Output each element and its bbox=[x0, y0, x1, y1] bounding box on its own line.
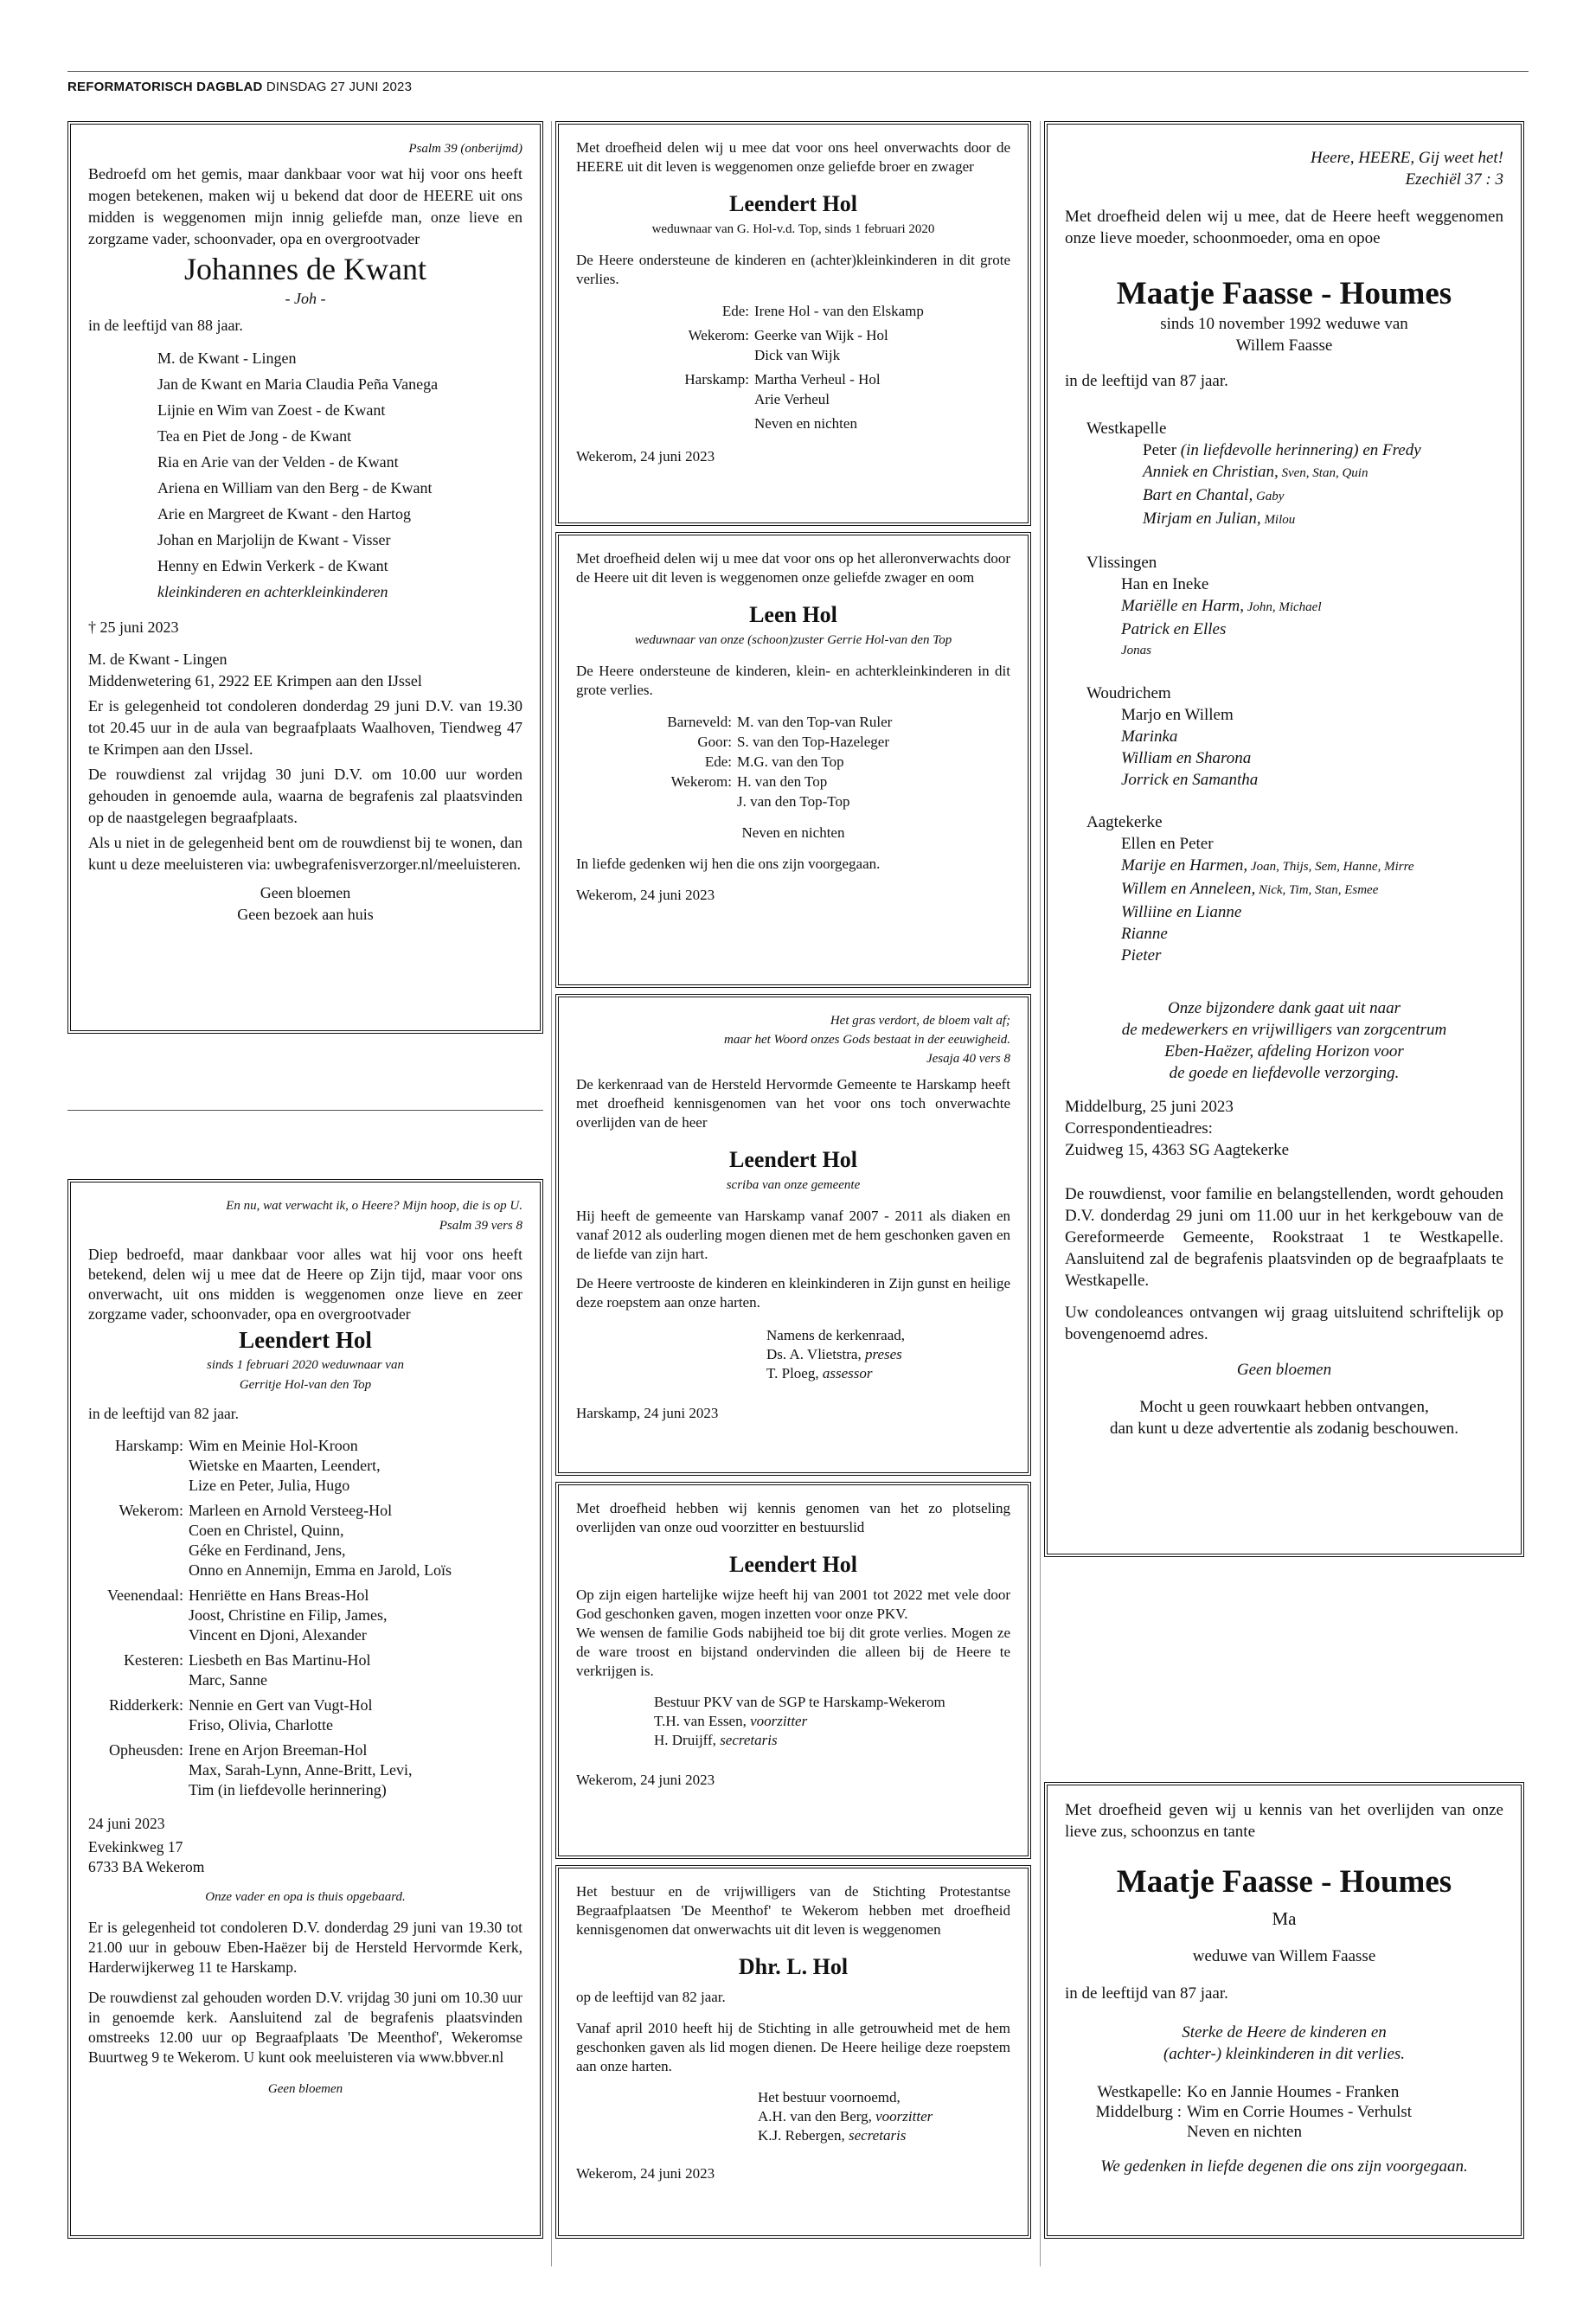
death-date: † 25 juni 2023 bbox=[88, 619, 179, 636]
subtitle: Willem Faasse bbox=[1235, 336, 1333, 355]
signer: K.J. Rebergen, bbox=[758, 2127, 845, 2144]
column-rule bbox=[1040, 121, 1041, 2266]
family-member: Friso, Olivia, Charlotte bbox=[189, 1716, 333, 1734]
address: Middenwetering 61, 2922 EE Krimpen aan den IJssel bbox=[88, 672, 422, 689]
place: Middelburg : bbox=[1095, 2103, 1182, 2121]
family-member: Henny en Edwin Verkerk - de Kwant bbox=[157, 557, 388, 574]
deceased-name: Leendert Hol bbox=[239, 1327, 372, 1353]
family-member: Marjo en Willem bbox=[1121, 706, 1234, 724]
listen: Als u niet in de gelegenheid bent om de rouwdienst bij te wonen, dan kunt u deze meeluisteren via: uwbegrafenisverzorger.nl/meeluisteren. bbox=[88, 834, 522, 873]
family-member: S. van den Top-Hazeleger bbox=[737, 734, 889, 750]
paper-name: REFORMATORISCH DAGBLAD bbox=[67, 80, 263, 94]
family-member: Jorrick en Samantha bbox=[1121, 771, 1259, 789]
closing: Geen bezoek aan huis bbox=[237, 906, 374, 923]
family-member: M. van den Top-van Ruler bbox=[737, 714, 893, 730]
family-group bbox=[1086, 683, 1503, 791]
place: Harskamp: bbox=[115, 1437, 183, 1454]
family-member: Ko en Jannie Houmes - Franken bbox=[1187, 2083, 1400, 2101]
closing: Geen bloemen bbox=[267, 2082, 343, 2096]
intro: Het bestuur en de vrijwilligers van de Stichting Protestantse Begraafplaatsen 'De Meenthof' te Wekerom hebben met droefheid kennisgenomen dat onwerwachts uit dit leven is weggenomen bbox=[576, 1883, 1010, 1938]
thanks-line: Eben-Haëzer, afdeling Horizon voor bbox=[1164, 1042, 1404, 1061]
notice-hol-family bbox=[67, 1179, 543, 2239]
family-member: Pieter bbox=[1121, 946, 1162, 965]
family-member: Arie en Margreet de Kwant - den Hartog bbox=[157, 505, 412, 522]
family-group bbox=[1086, 418, 1503, 531]
city-date: Middelburg, 25 juni 2023 bbox=[1065, 1098, 1234, 1116]
place: Kesteren: bbox=[124, 1651, 183, 1669]
family-member: Wietske en Maarten, Leendert, bbox=[189, 1457, 381, 1474]
signer: Ds. A. Vlietstra, bbox=[766, 1346, 862, 1362]
notice-kerkenraad bbox=[555, 994, 1031, 1476]
date: 24 juni 2023 bbox=[88, 1815, 165, 1832]
nickname: - Joh - bbox=[285, 290, 326, 307]
family-member: Ariena en William van den Berg - de Kwant bbox=[157, 479, 433, 497]
verse-ref: Jesaja 40 vers 8 bbox=[926, 1052, 1010, 1066]
family-member: Peter bbox=[1143, 441, 1177, 459]
place: Westkapelle bbox=[1086, 420, 1167, 438]
wish: (achter-) kleinkinderen in dit verlies. bbox=[1163, 2045, 1406, 2063]
family-member: Marije en Harmen, bbox=[1121, 856, 1248, 875]
subtitle: sinds 10 november 1992 weduwe van bbox=[1160, 315, 1408, 333]
signer-role: preses bbox=[864, 1346, 902, 1362]
age: in de leeftijd van 88 jaar. bbox=[88, 317, 243, 334]
notice-pkv bbox=[555, 1482, 1031, 1859]
family-member: Han en Ineke bbox=[1121, 575, 1209, 593]
family-member: Ellen en Peter bbox=[1121, 835, 1214, 853]
grandchildren: kleinkinderen en achterkleinkinderen bbox=[157, 583, 388, 600]
family-member: Neven en nichten bbox=[754, 415, 857, 432]
family-member: Nennie en Gert van Vugt-Hol bbox=[189, 1696, 373, 1714]
footer: Harskamp, 24 juni 2023 bbox=[576, 1405, 719, 1421]
deceased-name: Leendert Hol bbox=[728, 1552, 858, 1577]
notice-leen-hol bbox=[555, 532, 1031, 988]
family-member: Jan de Kwant en Maria Claudia Peña Vanega bbox=[157, 375, 439, 393]
intro: Met droefheid geven wij u kennis van het overlijden van onze lieve zus, schoonzus en tante bbox=[1065, 1801, 1503, 1841]
family-member: Liesbeth en Bas Martinu-Hol bbox=[189, 1651, 371, 1669]
service: De rouwdienst, voor familie en belangstellenden, wordt gehouden D.V. donderdag 29 juni om 11.00 uur in het kerkgebouw van de Gereformeerde Gemeente, Rookstraat 1 te Westkapelle. Aansluitend zal de begrafenis plaatsvinden op de begraafplaats te Westkapelle. bbox=[1065, 1185, 1503, 1290]
deceased-name: Leendert Hol bbox=[728, 1147, 858, 1172]
family-member: Joost, Christine en Filip, James, bbox=[189, 1606, 388, 1624]
signer: A.H. van den Berg, bbox=[758, 2108, 872, 2125]
place: Opheusden: bbox=[109, 1741, 183, 1759]
family-table bbox=[1078, 2082, 1412, 2142]
column-rule bbox=[551, 121, 552, 2266]
family-group bbox=[1086, 552, 1503, 662]
signature bbox=[758, 2088, 1010, 2145]
deceased-name: Dhr. L. Hol bbox=[738, 1954, 849, 1979]
family-member: Rianne bbox=[1121, 925, 1168, 943]
family-member: Tea en Piet de Jong - de Kwant bbox=[157, 427, 352, 445]
grandchildren: Nick, Tim, Stan, Esmee bbox=[1255, 883, 1379, 897]
memory: In liefde gedenken wij hen die ons zijn voorgegaan. bbox=[576, 856, 881, 872]
notice-hol-brother bbox=[555, 121, 1031, 526]
verse: Psalm 39 (onberijmd) bbox=[408, 142, 522, 156]
notice-kwant bbox=[67, 121, 543, 1034]
age: in de leeftijd van 82 jaar. bbox=[88, 1405, 239, 1422]
address-name: M. de Kwant - Lingen bbox=[88, 651, 228, 668]
closing: Geen bloemen bbox=[260, 884, 351, 901]
family-member: Marc, Sanne bbox=[189, 1671, 267, 1689]
memory: We gedenken in liefde degenen die ons zijn voorgegaan. bbox=[1100, 2157, 1468, 2176]
signature bbox=[766, 1326, 1010, 1383]
family-member: Henriëtte en Hans Breas-Hol bbox=[189, 1586, 369, 1604]
intro: Met droefheid hebben wij kennis genomen van het zo plotseling overlijden van onze oud voorzitter en bestuurslid bbox=[576, 1500, 1010, 1535]
intro: Met droefheid delen wij u mee dat voor ons heel onverwachts door de HEERE uit dit leven is weggenomen onze geliefde broer en zwager bbox=[576, 139, 1010, 175]
grandchildren: Gaby bbox=[1253, 490, 1285, 503]
intro: De kerkenraad van de Hersteld Hervormde Gemeente te Harskamp heeft met droefheid kennisgenomen van het voor ons toch onverwachte overlijden van de heer bbox=[576, 1076, 1010, 1131]
footer: Wekerom, 24 juni 2023 bbox=[576, 1772, 715, 1788]
family-member: Anniek en Christian, bbox=[1143, 463, 1279, 481]
intro: Diep bedroefd, maar dankbaar voor alles wat hij voor ons heeft betekend, delen wij u mee dat de Heere op Zijn tijd, maar voor ons onverwacht, uit ons midden is weggenomen onze lieve en zeer zorgzame vader, schoonvader, opa en overgrootvader bbox=[88, 1246, 522, 1323]
card-note: Mocht u geen rouwkaart hebben ontvangen, bbox=[1139, 1398, 1429, 1416]
subtitle: weduwe van Willem Faasse bbox=[1192, 1947, 1376, 1965]
family-table bbox=[88, 1436, 452, 1800]
body: We wensen de familie Gods nabijheid toe bij dit grote verlies. Mogen ze de ware troost en bijstand ondervinden die alleen bij de Heere te verkrijgen is. bbox=[576, 1625, 1010, 1679]
family-member: Mariëlle en Harm, bbox=[1121, 597, 1244, 615]
verse: maar het Woord onzes Gods bestaat in der eeuwigheid. bbox=[724, 1033, 1010, 1047]
family-note: (in liefdevolle herinnering) en Fredy bbox=[1176, 441, 1421, 459]
subtitle: weduwnaar van onze (schoon)zuster Gerrie Hol-van den Top bbox=[634, 633, 952, 647]
family-table bbox=[611, 712, 892, 811]
family-member: M.G. van den Top bbox=[737, 753, 844, 770]
age: in de leeftijd van 87 jaar. bbox=[1065, 1984, 1228, 2003]
deceased-name: Leen Hol bbox=[749, 602, 837, 627]
place: Westkapelle: bbox=[1097, 2083, 1182, 2101]
family-member: Irene Hol - van den Elskamp bbox=[754, 303, 924, 319]
grandchildren: Milou bbox=[1260, 513, 1296, 527]
correspondence-label: Correspondentieadres: bbox=[1065, 1119, 1213, 1138]
family-member: Martha Verheul - Hol bbox=[754, 371, 881, 388]
notice-faasse-siblings bbox=[1044, 1782, 1524, 2239]
closing: Geen bloemen bbox=[1236, 1361, 1332, 1379]
signature-line: Het bestuur voornoemd, bbox=[758, 2089, 901, 2106]
masthead bbox=[67, 80, 412, 94]
family-member: Bart en Chantal, bbox=[1143, 486, 1253, 504]
place: Ede: bbox=[704, 753, 732, 770]
intro: Met droefheid delen wij u mee, dat de Heere heeft weggenomen onze lieve moeder, schoonmoeder, oma en opoe bbox=[1065, 208, 1503, 247]
condolence: Er is gelegenheid tot condoleren D.V. donderdag 29 juni van 19.30 tot 21.00 uur in gebouw Eben-Haëzer bij de Hersteld Hervormde Kerk, Harderwijkerweg 11 te Harskamp. bbox=[88, 1919, 522, 1976]
footer: Wekerom, 24 juni 2023 bbox=[576, 887, 715, 903]
body: Hij heeft de gemeente van Harskamp vanaf 2007 - 2011 als diaken en vanaf 2012 als ouderling mogen dienen met de hem geschonken gaven en de liefde van zijn hart. bbox=[576, 1208, 1010, 1262]
grandchildren: Joan, Thijs, Sem, Hanne, Mirre bbox=[1247, 860, 1414, 874]
relatives: Neven en nichten bbox=[741, 824, 845, 841]
notice-meenthof bbox=[555, 1865, 1031, 2239]
family-member: Williine en Lianne bbox=[1121, 903, 1242, 921]
signer-role: assessor bbox=[822, 1365, 873, 1381]
address: 6733 BA Wekerom bbox=[88, 1858, 205, 1875]
footer: Wekerom, 24 juni 2023 bbox=[576, 448, 715, 465]
family-table bbox=[628, 301, 924, 433]
family-list bbox=[157, 345, 522, 605]
family-member: J. van den Top-Top bbox=[737, 793, 850, 810]
place: Ridderkerk: bbox=[109, 1696, 183, 1714]
condolence: Uw condoleances ontvangen wij graag uitsluitend schriftelijk op bovengenoemd adres. bbox=[1065, 1304, 1503, 1343]
family-member: Mirjam en Julian, bbox=[1143, 510, 1261, 528]
grandchildren: John, Michael bbox=[1243, 600, 1322, 614]
family-member: Neven en nichten bbox=[1187, 2123, 1302, 2141]
place: Vlissingen bbox=[1086, 554, 1157, 572]
signature-line: Namens de kerkenraad, bbox=[766, 1327, 906, 1343]
deceased-name: Leendert Hol bbox=[728, 191, 858, 216]
subtitle: Gerritje Hol-van den Top bbox=[239, 1378, 372, 1392]
family-member: Onno en Annemijn, Emma en Jarold, Loïs bbox=[189, 1561, 452, 1579]
family-member: Wim en Corrie Houmes - Verhulst bbox=[1187, 2103, 1413, 2121]
family-member: Wim en Meinie Hol-Kroon bbox=[189, 1437, 358, 1454]
place: Wekerom: bbox=[119, 1502, 183, 1519]
notice-faasse-children bbox=[1044, 121, 1524, 1557]
family-member: Marleen en Arnold Versteeg-Hol bbox=[189, 1502, 393, 1519]
place: Woudrichem bbox=[1086, 684, 1171, 702]
thanks-line: de goede en liefdevolle verzorging. bbox=[1169, 1064, 1400, 1082]
family-member: Vincent en Djoni, Alexander bbox=[189, 1626, 367, 1644]
verse: Het gras verdort, de bloem valt af; bbox=[830, 1014, 1010, 1028]
intro: Bedroefd om het gemis, maar dankbaar voor wat hij voor ons heeft mogen betekenen, maken wij u bekend dat door de HEERE uit ons midden is weggenomen mijn innig geliefde man, onze lieve en zorgzame vader, schoonvader, opa en overgrootvader bbox=[88, 165, 522, 247]
body: Vanaf april 2010 heeft hij de Stichting in alle getrouwheid met de hem geschonken gaven als lid mogen dienen. De Heere heilige deze roepstem aan onze harten. bbox=[576, 2020, 1010, 2074]
wish: Sterke de Heere de kinderen en bbox=[1182, 2023, 1387, 2041]
family-member: H. van den Top bbox=[737, 773, 828, 790]
family-member: Patrick en Elles bbox=[1121, 620, 1227, 638]
family-member: Arie Verheul bbox=[754, 391, 830, 407]
family-member: Tim (in liefdevolle herinnering) bbox=[189, 1781, 387, 1798]
deceased-name: Maatje Faasse - Houmes bbox=[1116, 276, 1452, 311]
family-member: Géke en Ferdinand, Jens, bbox=[189, 1541, 346, 1559]
signer-role: voorzitter bbox=[875, 2108, 933, 2125]
family-member: Ria en Arie van der Velden - de Kwant bbox=[157, 453, 399, 471]
thanks-line: de medewerkers en vrijwilligers van zorgcentrum bbox=[1121, 1021, 1447, 1039]
subtitle: sinds 1 februari 2020 weduwnaar van bbox=[207, 1358, 404, 1372]
age: in de leeftijd van 87 jaar. bbox=[1065, 372, 1228, 390]
signer-role: secretaris bbox=[848, 2127, 907, 2144]
subtitle: scriba van onze gemeente bbox=[726, 1178, 861, 1192]
signer-role: voorzitter bbox=[750, 1713, 808, 1729]
family-member: Lize en Peter, Julia, Hugo bbox=[189, 1477, 350, 1494]
condolence: Er is gelegenheid tot condoleren donderdag 29 juni D.V. van 19.30 tot 20.45 uur in de aula van begraafplaats Waalhoven, Tiendweg 47 te Krimpen aan den IJssel. bbox=[88, 697, 522, 758]
body: Op zijn eigen hartelijke wijze heeft hij van 2001 tot 2022 met vele door God geschonken gaven, mogen inzetten voor onze PKV. bbox=[576, 1586, 1010, 1622]
subtitle: weduwnaar van G. Hol-v.d. Top, sinds 1 februari 2020 bbox=[651, 222, 935, 236]
verse: Heere, HEERE, Gij weet het! bbox=[1311, 149, 1503, 167]
family-member: Irene en Arjon Breeman-Hol bbox=[189, 1741, 368, 1759]
deceased-name: Maatje Faasse - Houmes bbox=[1116, 1864, 1452, 1900]
place: Wekerom: bbox=[670, 773, 732, 790]
grandchildren: Jonas bbox=[1121, 644, 1151, 657]
signature bbox=[654, 1693, 1010, 1750]
signature-line: Bestuur PKV van de SGP te Harskamp-Wekerom bbox=[654, 1694, 945, 1710]
age: op de leeftijd van 82 jaar. bbox=[576, 1989, 726, 2005]
place: Barneveld: bbox=[667, 714, 732, 730]
place: Ede: bbox=[721, 303, 749, 319]
thanks-line: Onze bijzondere dank gaat uit naar bbox=[1168, 999, 1401, 1017]
place: Harskamp: bbox=[684, 371, 749, 388]
wish: De Heere ondersteune de kinderen en (achter)kleinkinderen in dit grote verlies. bbox=[576, 252, 1010, 287]
nickname: Ma bbox=[1272, 1908, 1297, 1929]
wish: De Heere vertrooste de kinderen en kleinkinderen in Zijn gunst en heilige deze roepstem aan onze harten. bbox=[576, 1275, 1010, 1311]
family-member: M. de Kwant - Lingen bbox=[157, 349, 297, 367]
signer: T.H. van Essen, bbox=[654, 1713, 747, 1729]
grandchildren: Sven, Stan, Quin bbox=[1278, 466, 1368, 480]
laid-out: Onze vader en opa is thuis opgebaard. bbox=[205, 1890, 406, 1904]
service: De rouwdienst zal gehouden worden D.V. vrijdag 30 juni om 10.30 uur in genoemde kerk. Aansluitend zal de begrafenis plaatsvinden omstreeks 12.00 uur op Begraafplaats 'De Meenthof', Wekeromse Buurtweg 9 te Wekerom. U kunt ook meeluisteren via www.bbver.nl bbox=[88, 1989, 522, 2066]
place: Wekerom: bbox=[688, 327, 749, 343]
family-member: Coen en Christel, Quinn, bbox=[189, 1522, 344, 1539]
family-group bbox=[1086, 811, 1503, 966]
wish: De Heere ondersteune de kinderen, klein- en achterkleinkinderen in dit grote verlies. bbox=[576, 663, 1010, 698]
place: Aagtekerke bbox=[1086, 813, 1163, 831]
address: Evekinkweg 17 bbox=[88, 1838, 183, 1856]
deceased-name: Johannes de Kwant bbox=[184, 252, 426, 286]
service: De rouwdienst zal vrijdag 30 juni D.V. om 10.00 uur worden gehouden in genoemde aula, waarna de begrafenis zal plaatsvinden op de naastgelegen begraafplaats. bbox=[88, 766, 522, 826]
family-member: Marinka bbox=[1121, 727, 1178, 746]
family-member: Max, Sarah-Lynn, Anne-Britt, Levi, bbox=[189, 1761, 413, 1779]
verse-ref: Psalm 39 vers 8 bbox=[439, 1219, 522, 1233]
place: Veenendaal: bbox=[107, 1586, 183, 1604]
verse-ref: Ezechiël 37 : 3 bbox=[1405, 170, 1503, 189]
intro: Met droefheid delen wij u mee dat voor ons op het alleronverwachts door de Heere uit dit leven is weggenomen onze geliefde zwager en oom bbox=[576, 550, 1010, 586]
family-member: Willem en Anneleen, bbox=[1121, 880, 1256, 898]
paper-date: DINSDAG 27 JUNI 2023 bbox=[266, 80, 413, 94]
correspondence-address: Zuidweg 15, 4363 SG Aagtekerke bbox=[1065, 1141, 1290, 1159]
verse: En nu, wat verwacht ik, o Heere? Mijn hoop, die is op U. bbox=[226, 1199, 522, 1213]
family-member: Geerke van Wijk - Hol bbox=[754, 327, 888, 343]
column-divider bbox=[67, 1110, 543, 1111]
footer: Wekerom, 24 juni 2023 bbox=[576, 2165, 715, 2182]
family-member: Johan en Marjolijn de Kwant - Visser bbox=[157, 531, 391, 548]
signer: T. Ploeg, bbox=[766, 1365, 819, 1381]
signer-role: secretaris bbox=[720, 1732, 778, 1748]
family-member: William en Sharona bbox=[1121, 749, 1252, 767]
family-member: Dick van Wijk bbox=[754, 347, 841, 363]
place: Goor: bbox=[697, 734, 732, 750]
card-note: dan kunt u deze advertentie als zodanig beschouwen. bbox=[1109, 1420, 1459, 1438]
family-member: Lijnie en Wim van Zoest - de Kwant bbox=[157, 401, 386, 419]
thanks bbox=[1065, 997, 1503, 1084]
top-rule bbox=[67, 71, 1529, 72]
signer: H. Druijff, bbox=[654, 1732, 716, 1748]
